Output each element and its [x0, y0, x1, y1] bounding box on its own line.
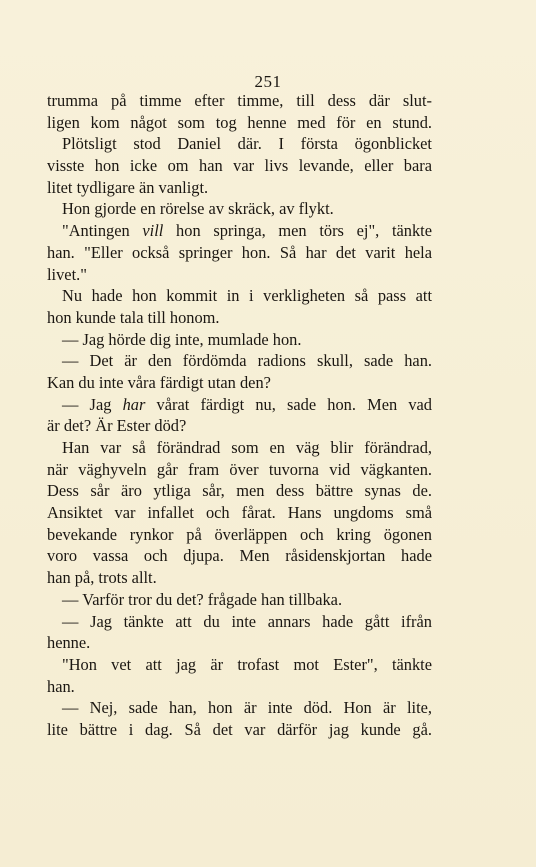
text-line: — Varför tror du det? frågade han tillbaka.: [62, 589, 343, 609]
text-line: — Jag tänkte att du inte annars hade gått ifrån: [62, 611, 432, 631]
text-line: Plötsligt stod Daniel där. I första ögonblicket: [62, 134, 432, 154]
text-line: "Antingen vill hon springa, men törs ej", tänkte: [62, 221, 432, 241]
text-line: är det? Är Ester död?: [47, 416, 187, 436]
text-line: Han var så förändrad som en väg blir förändrad,: [62, 438, 432, 457]
text-line: Nu hade hon kommit in i verkligheten så pass att: [62, 286, 432, 306]
text-line: — Nej, sade han, hon är inte död. Hon är lite,: [62, 698, 432, 718]
text-line: trumma på timme efter timme, till dess där slut-: [47, 91, 432, 110]
text-line: litet tydligare än vanligt.: [47, 177, 209, 197]
body-text: [47, 90, 432, 741]
text-line: Kan du inte våra färdigt utan den?: [47, 372, 271, 392]
text-line: Dess sår äro ytliga sår, men dess bättre synas de.: [47, 481, 432, 501]
text-line: — Jag hörde dig inte, mumlade hon.: [62, 329, 302, 349]
text-line: han.: [47, 676, 75, 696]
text-line: voro vassa och djupa. Men råsidenskjortan hade: [47, 546, 432, 566]
text-line: Ansiktet var infallet och fårat. Hans ungdoms små: [47, 503, 432, 523]
text-line: "Hon vet att jag är trofast mot Ester", tänkte: [62, 654, 432, 674]
text-line: henne.: [47, 633, 91, 653]
text-line: han. "Eller också springer hon. Så har det varit hela: [47, 242, 432, 262]
text-line: lite bättre i dag. Så det var därför jag kunde gå.: [47, 719, 432, 739]
text-line: livet.": [47, 264, 87, 284]
text-line: han på, trots allt.: [47, 568, 157, 588]
page-number: 251: [254, 72, 282, 91]
text-line: — Det är den fördömda radions skull, sade han.: [62, 351, 432, 371]
text-line: hon kunde tala till honom.: [47, 307, 220, 327]
text-line: när väghyveln går fram över tuvorna vid vägkanten.: [47, 459, 432, 479]
text-line: visste hon icke om han var livs levande, eller bara: [47, 156, 432, 176]
text-line: Hon gjorde en rörelse av skräck, av flykt.: [62, 199, 334, 219]
text-line: ligen kom något som tog henne med för en stund.: [47, 112, 432, 132]
text-line: — Jag har vårat färdigt nu, sade hon. Men vad: [62, 394, 432, 414]
text-line: bevekande rynkor på överläppen och kring ögonen: [47, 524, 432, 544]
